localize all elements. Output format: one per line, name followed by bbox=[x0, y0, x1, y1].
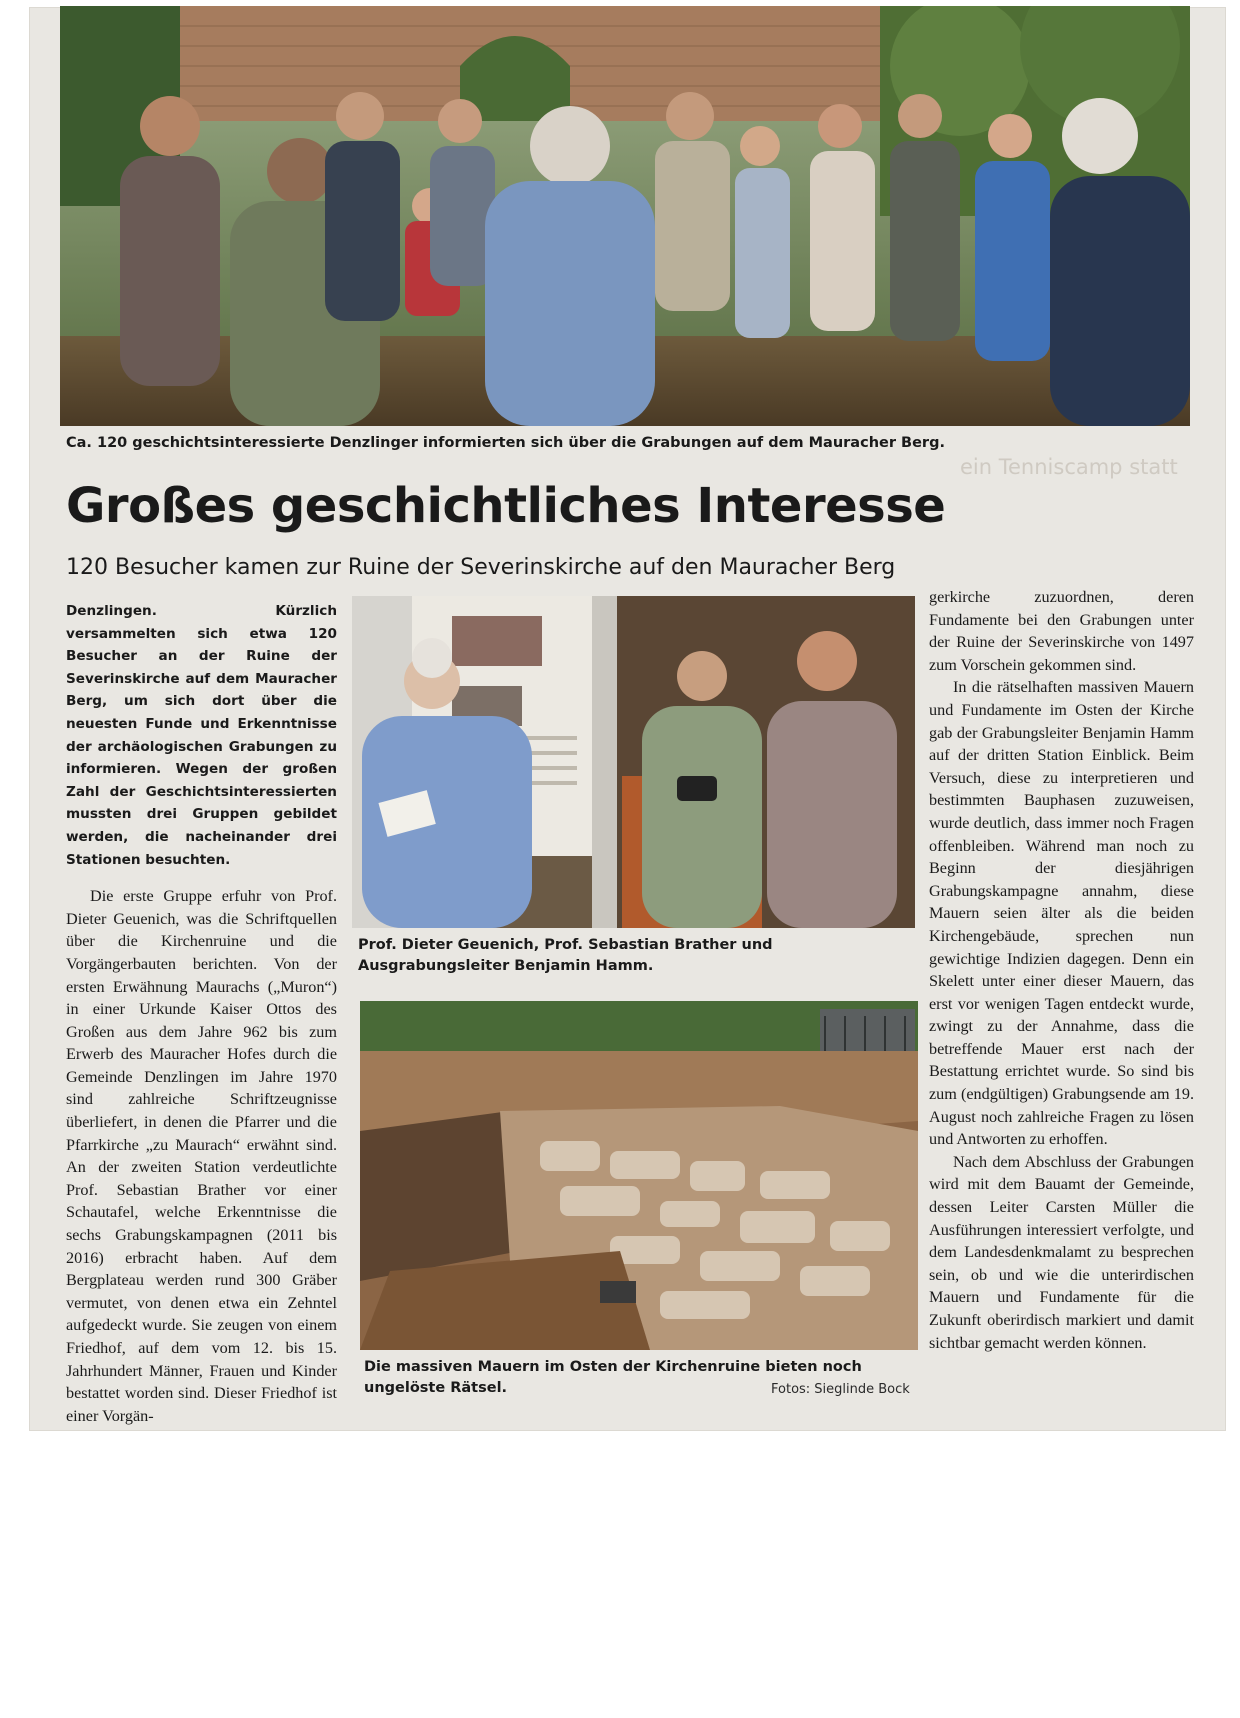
speakers-photo bbox=[352, 596, 915, 928]
bottom-photo-caption: Die massiven Mauern im Osten der Kirchenruine bieten noch ungelöste Rätsel. bbox=[364, 1359, 862, 1396]
middle-photo-caption: Prof. Dieter Geuenich, Prof. Sebastian Brather und Ausgrabungsleiter Benjamin Hamm. bbox=[358, 937, 773, 974]
body-paragraph-4: Nach dem Abschluss der Grabungen wird mit dem Bauamt der Gemeinde, dessen Leiter Carsten Müller die Ausführungen interessiert verfolgte, und dem Landesdenkmalamt zu besprechen sein, ob und wie die unterirdischen Mauern und Fundamente für die Zukunft oberirdisch markiert und damit sichtbar gemacht werden können. bbox=[929, 1152, 1194, 1352]
article-column-1 bbox=[66, 600, 337, 1427]
excavation-photo bbox=[360, 1001, 918, 1350]
photo-credit: Fotos: Sieglinde Bock bbox=[771, 1382, 910, 1397]
top-photo-caption: Ca. 120 geschichtsinteressierte Denzlinger informierten sich über die Grabungen auf dem Mauracher Berg. bbox=[66, 435, 945, 451]
bleed-through-text: ein Tenniscamp statt bbox=[960, 455, 1178, 479]
subheadline: 120 Besucher kamen zur Ruine der Severinskirche auf den Mauracher Berg bbox=[66, 555, 896, 580]
lead-paragraph: Denzlingen. Kürzlich versammelten sich etwa 120 Besucher an der Ruine der Severinskirche auf dem Mauracher Berg, um sich dort über die neuesten Funde und Erkenntnisse der archäologischen Grabungen zu informieren. Wegen der großen Zahl der Geschichtsinteressierten mussten drei Gruppen gebildet werden, die nacheinander drei Stationen besuchten. bbox=[66, 603, 337, 868]
article-column-3 bbox=[929, 586, 1194, 1354]
body-paragraph-1: Die erste Gruppe erfuhr von Prof. Dieter Geuenich, was die Schriftquellen über die Kirchenruine und die Vorgängerbauten berichten. Von der ersten Erwähnung Maurachs („Muron“) in einer Urkunde Kaiser Ottos des Großen aus dem Jahre 962 bis zum Erwerb des Mauracher Hofes durch die Gemeinde Denzlingen im Jahre 1970 sind zahlreiche Schriftzeugnisse überliefert, in denen die Pfarrer und die Pfarrkirche „zu Maurach“ erwähnt sind. An der zweiten Station verdeutlichte Prof. Sebastian Brather vor einer Schautafel, welche Erkenntnisse die sechs Grabungskampagnen (2011 bis 2016) erbracht haben. Auf dem Bergplateau werden rund 300 Gräber vermutet, von denen etwa ein Zehntel aufgedeckt wurde. Sie zeugen von einem Friedhof, auf dem vom 12. bis 15. Jahrhundert Männer, Frauen und Kinder bestattet worden sind. Dieser Friedhof ist einer Vorgän- bbox=[66, 887, 337, 1425]
body-paragraph-3: In die rätselhaften massiven Mauern und Fundamente im Osten der Kirche gab der Grabungsleiter Benjamin Hamm auf der dritten Station Einblick. Beim Versuch, diese zu interpretieren und bestimmten Bauphasen zuzuweisen, wurde deutlich, dass immer noch Fragen offenbleiben. Während man noch zu Beginn der diesjährigen Grabungskampagne annahm, diese Mauern seien älter als die beiden Kirchengebäude, sprechen nun gewichtige Indizien dagegen. Denn ein Skelett unter einer dieser Mauern, das erst vor wenigen Tagen entdeckt wurde, zwingt zu der Annahme, dass die betreffende Mauer erst nach der Bestattung errichtet wurde. So sind bis zum (endgültigen) Grabungsende am 19. August noch zahlreiche Fragen zu lösen und Antworten zu erhoffen. bbox=[929, 678, 1194, 1149]
headline: Großes geschichtliches Interesse bbox=[66, 478, 946, 534]
crowd-photo bbox=[60, 6, 1190, 426]
body-paragraph-2: gerkirche zuzuordnen, deren Fundamente bei den Grabungen unter der Ruine der Severinskirche von 1497 zum Vorschein gekommen sind. bbox=[929, 588, 1194, 674]
